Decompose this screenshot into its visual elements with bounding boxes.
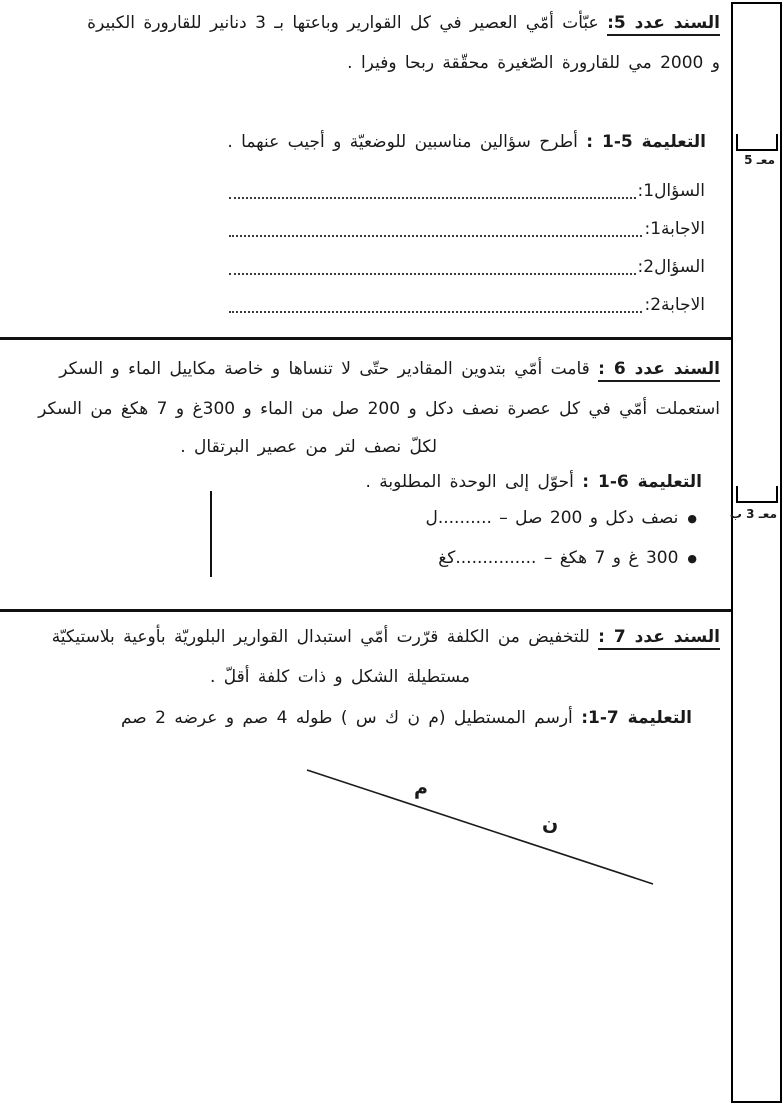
- section-divider-1: [0, 337, 731, 340]
- answer2-label: الاجابة2:: [644, 295, 705, 315]
- instruction-5-1-heading: التعليمة 5-1 :: [586, 132, 706, 152]
- grading-bracket-icon: [736, 486, 778, 503]
- answer1-answer-blank[interactable]: [229, 235, 642, 237]
- conversion-item-2-text[interactable]: 300 غ و 7 هكغ – ...............كغ: [438, 548, 679, 568]
- question2-answer-blank[interactable]: [229, 273, 636, 275]
- conversion-item-1: [425, 508, 697, 528]
- question2-row: [229, 251, 705, 281]
- bullet-icon: ●: [687, 511, 697, 525]
- section5-heading: السند عدد 5:: [607, 13, 720, 36]
- section7-heading: السند عدد 7 :: [598, 627, 720, 650]
- section7-line1-text: للتخفيض من الكلفة قرّرت أمّي استبدال القوارير البلوريّة بأوعية بلاستيكيّة: [51, 627, 599, 647]
- section5-line2: و 2000 مي للقارورة الصّغيرة محقّقة ربحا وفيرا .: [347, 53, 720, 73]
- answer1-label: الاجابة1:: [644, 219, 705, 239]
- criterion-5-label: معـ 5: [744, 153, 775, 167]
- section-divider-2: [0, 609, 731, 612]
- bullet-icon: ●: [687, 551, 697, 565]
- section6-line1-text: قامت أمّي بتدوين المقادير حتّى لا تنساها و خاصة مكاييل الماء و السكر: [59, 359, 599, 379]
- section5-line1-text: عبّأت أمّي العصير في كل القوارير وباعتها بـ 3 دنانير للقارورة الكبيرة: [87, 13, 608, 33]
- conversion-item-2: [438, 548, 697, 568]
- answer2-answer-blank[interactable]: [229, 311, 642, 313]
- question1-row: [229, 175, 705, 205]
- instruction-6-1: [365, 467, 702, 497]
- line-segment-diagram: [280, 755, 680, 900]
- section7-line1: [52, 622, 720, 652]
- section6-line1: [59, 354, 720, 384]
- stray-pen-mark: [210, 491, 212, 577]
- diagram-line: [280, 755, 680, 900]
- conversion-item-1-text[interactable]: نصف دكل و 200 صل – ..........ل: [425, 508, 679, 528]
- instruction-5-1-text: أطرح سؤالين مناسبين للوضعيّة و أجيب عنهما .: [227, 132, 587, 152]
- section6-heading: السند عدد 6 :: [598, 359, 720, 382]
- point-m-label: م: [414, 777, 428, 799]
- section6-line3: لكلّ نصف لتر من عصير البرتقال .: [180, 437, 437, 457]
- grading-bracket-icon: [736, 134, 778, 151]
- section5-line1: [87, 8, 720, 38]
- answer2-row: [229, 289, 705, 319]
- question1-answer-blank[interactable]: [229, 197, 636, 199]
- point-n-label: ن: [542, 813, 559, 835]
- section7-line2: مستطيلة الشكل و ذات كلفة أقلّ .: [209, 667, 470, 687]
- question1-label: السؤال1:: [637, 181, 705, 201]
- question2-label: السؤال2:: [637, 257, 705, 277]
- instruction-7-1: [121, 703, 692, 733]
- criterion-3b-label: معـ 3 ب: [729, 507, 777, 521]
- grading-margin-column: [731, 2, 782, 1103]
- instruction-6-1-text: أحوّل إلى الوحدة المطلوبة .: [365, 472, 583, 492]
- instruction-5-1: [227, 127, 706, 157]
- instruction-7-1-heading: التعليمة 7-1:: [581, 708, 692, 728]
- answer1-row: [229, 213, 705, 243]
- instruction-7-1-text: أرسم المستطيل (م ن ك س ) طوله 4 صم و عرضه 2 صم: [120, 708, 582, 728]
- instruction-6-1-heading: التعليمة 6-1 :: [582, 472, 702, 492]
- section6-line2: استعملت أمّي في كل عصرة نصف دكل و 200 صل من الماء و 300غ و 7 هكغ من السكر: [38, 399, 720, 419]
